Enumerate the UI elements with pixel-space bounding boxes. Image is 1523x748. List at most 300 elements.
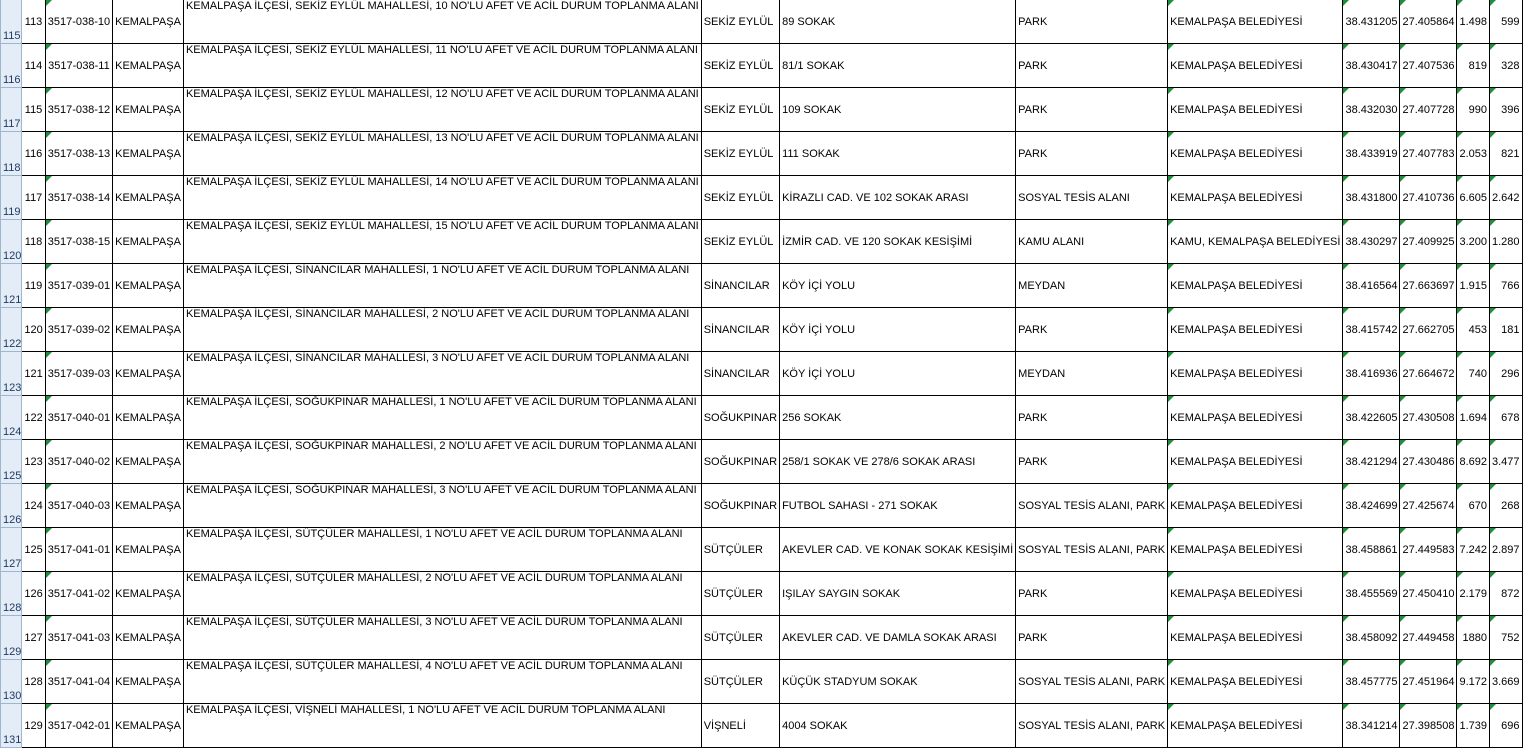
cell-owner[interactable]	[1168, 484, 1343, 528]
row-header[interactable]: 121	[1, 264, 22, 308]
cell-latitude[interactable]	[1343, 176, 1400, 220]
cell-area-m2[interactable]	[1457, 396, 1490, 440]
cell-longitude[interactable]	[1400, 352, 1457, 396]
cell-owner[interactable]	[1168, 396, 1343, 440]
error-indicator-icon	[46, 396, 52, 402]
error-indicator-icon	[1168, 352, 1174, 358]
cell-owner[interactable]	[1168, 0, 1343, 44]
cell-no[interactable]	[22, 704, 45, 748]
cell-area-m2-text: 1.498	[1459, 15, 1487, 28]
cell-code[interactable]	[45, 176, 112, 220]
table-row	[1, 132, 1523, 176]
cell-capacity-text: 678	[1501, 411, 1520, 424]
cell-no-text: 114	[24, 59, 43, 72]
cell-no-text: 117	[24, 191, 43, 204]
cell-longitude[interactable]	[1400, 528, 1457, 572]
cell-owner[interactable]	[1168, 616, 1343, 660]
cell-street[interactable]	[780, 660, 1016, 704]
cell-street[interactable]	[780, 220, 1016, 264]
cell-code[interactable]	[45, 220, 112, 264]
cell-longitude[interactable]	[1400, 572, 1457, 616]
error-indicator-icon	[46, 220, 52, 226]
cell-area-m2-text: 740	[1468, 367, 1487, 380]
cell-street[interactable]	[780, 396, 1016, 440]
cell-code[interactable]	[45, 528, 112, 572]
cell-capacity-text: 821	[1501, 147, 1520, 160]
cell-area-m2[interactable]	[1457, 660, 1490, 704]
cell-district[interactable]	[113, 264, 184, 308]
row-header[interactable]: 129	[1, 616, 22, 660]
cell-neighborhood[interactable]	[701, 440, 779, 484]
cell-latitude[interactable]	[1343, 484, 1400, 528]
row-header[interactable]: 120	[1, 220, 22, 264]
cell-longitude-text: 27.451964	[1402, 675, 1455, 688]
error-indicator-icon	[1168, 704, 1174, 710]
cell-street[interactable]	[780, 352, 1016, 396]
cell-area-type-text: SOSYAL TESİS ALANI, PARK	[1018, 719, 1166, 732]
cell-longitude[interactable]	[1400, 44, 1457, 88]
cell-description[interactable]	[183, 352, 701, 396]
cell-description[interactable]	[183, 44, 701, 88]
cell-no-text: 115	[24, 103, 43, 116]
cell-latitude-text: 38.424699	[1345, 499, 1398, 512]
cell-capacity-text: 2.897	[1492, 543, 1520, 556]
cell-latitude[interactable]	[1343, 264, 1400, 308]
cell-description[interactable]	[183, 132, 701, 176]
cell-area-type[interactable]	[1016, 176, 1168, 220]
row-header[interactable]: 115	[1, 0, 22, 44]
cell-area-m2[interactable]	[1457, 352, 1490, 396]
row-header[interactable]: 128	[1, 572, 22, 616]
cell-no[interactable]	[22, 528, 45, 572]
cell-latitude-text: 38.458861	[1345, 543, 1398, 556]
error-indicator-icon	[1168, 308, 1174, 314]
cell-latitude[interactable]	[1343, 352, 1400, 396]
cell-area-m2[interactable]	[1457, 264, 1490, 308]
cell-owner[interactable]	[1168, 572, 1343, 616]
cell-no[interactable]	[22, 220, 45, 264]
cell-capacity[interactable]	[1490, 660, 1523, 704]
error-indicator-icon	[1490, 528, 1496, 534]
row-header[interactable]: 122	[1, 308, 22, 352]
cell-neighborhood[interactable]	[701, 616, 779, 660]
cell-capacity[interactable]	[1490, 572, 1523, 616]
cell-neighborhood[interactable]	[701, 176, 779, 220]
cell-street[interactable]	[780, 308, 1016, 352]
cell-code[interactable]	[45, 704, 112, 748]
cell-district[interactable]	[113, 88, 184, 132]
cell-neighborhood[interactable]	[701, 88, 779, 132]
cell-street[interactable]	[780, 704, 1016, 748]
cell-code[interactable]	[45, 308, 112, 352]
cell-owner[interactable]	[1168, 88, 1343, 132]
cell-area-type[interactable]	[1016, 264, 1168, 308]
cell-capacity-text: 599	[1501, 15, 1520, 28]
cell-description[interactable]	[183, 440, 701, 484]
row-header[interactable]: 125	[1, 440, 22, 484]
cell-area-m2[interactable]	[1457, 0, 1490, 44]
cell-street[interactable]	[780, 484, 1016, 528]
cell-area-type[interactable]	[1016, 88, 1168, 132]
cell-capacity[interactable]	[1490, 88, 1523, 132]
cell-latitude[interactable]	[1343, 616, 1400, 660]
cell-area-type[interactable]	[1016, 308, 1168, 352]
cell-area-type[interactable]	[1016, 396, 1168, 440]
cell-code[interactable]	[45, 0, 112, 44]
cell-area-type[interactable]	[1016, 132, 1168, 176]
cell-street[interactable]	[780, 528, 1016, 572]
cell-area-type-text: PARK	[1018, 59, 1048, 72]
cell-owner-text: KEMALPAŞA BELEDİYESİ	[1170, 455, 1303, 468]
cell-street[interactable]	[780, 572, 1016, 616]
cell-owner-text: KEMALPAŞA BELEDİYESİ	[1170, 191, 1303, 204]
cell-latitude-text: 38.416564	[1345, 279, 1398, 292]
cell-description[interactable]	[183, 220, 701, 264]
cell-longitude[interactable]	[1400, 132, 1457, 176]
cell-district[interactable]	[113, 572, 184, 616]
cell-longitude[interactable]	[1400, 220, 1457, 264]
cell-district-text: KEMALPAŞA	[115, 59, 181, 72]
cell-longitude[interactable]	[1400, 176, 1457, 220]
cell-longitude-text: 27.407783	[1402, 147, 1455, 160]
error-indicator-icon	[1343, 440, 1349, 446]
row-header[interactable]: 117	[1, 88, 22, 132]
cell-owner[interactable]	[1168, 352, 1343, 396]
cell-no-text: 119	[24, 279, 43, 292]
cell-longitude[interactable]	[1400, 308, 1457, 352]
cell-longitude[interactable]	[1400, 396, 1457, 440]
cell-longitude[interactable]	[1400, 616, 1457, 660]
cell-description[interactable]	[183, 660, 701, 704]
cell-area-m2[interactable]	[1457, 572, 1490, 616]
cell-description[interactable]	[183, 484, 701, 528]
cell-no[interactable]	[22, 176, 45, 220]
row-header[interactable]: 126	[1, 484, 22, 528]
row-header[interactable]: 131	[1, 704, 22, 748]
cell-description[interactable]	[183, 264, 701, 308]
cell-area-m2[interactable]	[1457, 704, 1490, 748]
cell-district[interactable]	[113, 660, 184, 704]
cell-area-m2[interactable]	[1457, 308, 1490, 352]
cell-description[interactable]	[183, 528, 701, 572]
cell-longitude-text: 27.430486	[1402, 455, 1455, 468]
cell-latitude-text: 38.455569	[1345, 587, 1398, 600]
cell-district[interactable]	[113, 308, 184, 352]
error-indicator-icon	[1168, 88, 1174, 94]
cell-district[interactable]	[113, 616, 184, 660]
cell-neighborhood[interactable]	[701, 44, 779, 88]
cell-owner[interactable]	[1168, 308, 1343, 352]
cell-area-m2-text: 670	[1468, 499, 1487, 512]
cell-no[interactable]	[22, 660, 45, 704]
cell-area-m2[interactable]	[1457, 44, 1490, 88]
cell-street[interactable]	[780, 44, 1016, 88]
cell-description[interactable]	[183, 704, 701, 748]
error-indicator-icon	[1490, 572, 1496, 578]
cell-owner-text: KEMALPAŞA BELEDİYESİ	[1170, 631, 1303, 644]
cell-capacity[interactable]	[1490, 440, 1523, 484]
cell-latitude[interactable]	[1343, 44, 1400, 88]
cell-district[interactable]	[113, 132, 184, 176]
cell-capacity[interactable]	[1490, 396, 1523, 440]
cell-capacity[interactable]	[1490, 704, 1523, 748]
cell-owner[interactable]	[1168, 660, 1343, 704]
cell-district[interactable]	[113, 704, 184, 748]
cell-neighborhood[interactable]	[701, 704, 779, 748]
cell-owner[interactable]	[1168, 176, 1343, 220]
cell-no[interactable]	[22, 352, 45, 396]
cell-district[interactable]	[113, 352, 184, 396]
cell-street-text: AKEVLER CAD. VE DAMLA SOKAK ARASI	[782, 631, 997, 644]
cell-latitude[interactable]	[1343, 88, 1400, 132]
cell-district-text: KEMALPAŞA	[115, 235, 181, 248]
cell-street[interactable]	[780, 616, 1016, 660]
error-indicator-icon	[1457, 528, 1463, 534]
cell-code[interactable]	[45, 440, 112, 484]
cell-longitude[interactable]	[1400, 660, 1457, 704]
error-indicator-icon	[1457, 88, 1463, 94]
cell-owner[interactable]	[1168, 220, 1343, 264]
cell-owner[interactable]	[1168, 132, 1343, 176]
cell-area-m2-text: 2.179	[1459, 587, 1487, 600]
cell-street[interactable]	[780, 88, 1016, 132]
cell-area-type[interactable]	[1016, 572, 1168, 616]
cell-neighborhood[interactable]	[701, 220, 779, 264]
cell-neighborhood-text: SEKİZ EYLÜL	[703, 235, 774, 248]
error-indicator-icon	[1457, 308, 1463, 314]
cell-description-text: KEMALPAŞA İLÇESİ, VİŞNELİ MAHALLESİ, 1 NO'LU AFET VE ACİL DURUM TOPLANMA ALANI	[185, 704, 666, 716]
cell-street[interactable]	[780, 440, 1016, 484]
cell-capacity[interactable]	[1490, 484, 1523, 528]
cell-no[interactable]	[22, 264, 45, 308]
cell-area-type[interactable]	[1016, 616, 1168, 660]
cell-code[interactable]	[45, 88, 112, 132]
cell-longitude[interactable]	[1400, 440, 1457, 484]
cell-capacity[interactable]	[1490, 264, 1523, 308]
cell-district[interactable]	[113, 396, 184, 440]
cell-code[interactable]	[45, 352, 112, 396]
cell-neighborhood-text: SÜTÇÜLER	[703, 543, 764, 556]
cell-capacity[interactable]	[1490, 308, 1523, 352]
cell-code-text: 3517-040-02	[47, 455, 111, 468]
error-indicator-icon	[46, 528, 52, 534]
cell-latitude[interactable]	[1343, 660, 1400, 704]
cell-area-type[interactable]	[1016, 660, 1168, 704]
cell-code[interactable]	[45, 396, 112, 440]
cell-street[interactable]	[780, 176, 1016, 220]
cell-owner[interactable]	[1168, 704, 1343, 748]
cell-district[interactable]	[113, 440, 184, 484]
cell-neighborhood-text: SEKİZ EYLÜL	[703, 147, 774, 160]
cell-area-m2[interactable]	[1457, 88, 1490, 132]
cell-area-type[interactable]	[1016, 440, 1168, 484]
cell-street[interactable]	[780, 132, 1016, 176]
cell-no[interactable]	[22, 484, 45, 528]
cell-district[interactable]	[113, 44, 184, 88]
cell-area-type[interactable]	[1016, 528, 1168, 572]
cell-area-m2[interactable]	[1457, 220, 1490, 264]
cell-area-m2[interactable]	[1457, 616, 1490, 660]
cell-area-type[interactable]	[1016, 704, 1168, 748]
row-header[interactable]: 127	[1, 528, 22, 572]
cell-district[interactable]	[113, 528, 184, 572]
cell-neighborhood[interactable]	[701, 484, 779, 528]
cell-description[interactable]	[183, 308, 701, 352]
cell-street[interactable]	[780, 0, 1016, 44]
row-header[interactable]: 118	[1, 132, 22, 176]
cell-area-type[interactable]	[1016, 484, 1168, 528]
cell-street[interactable]	[780, 264, 1016, 308]
cell-district[interactable]	[113, 176, 184, 220]
cell-description[interactable]	[183, 572, 701, 616]
cell-capacity[interactable]	[1490, 616, 1523, 660]
cell-no-text: 126	[24, 587, 43, 600]
cell-neighborhood[interactable]	[701, 572, 779, 616]
error-indicator-icon	[1343, 264, 1349, 270]
cell-code[interactable]	[45, 132, 112, 176]
cell-latitude-text: 38.430417	[1345, 59, 1398, 72]
cell-no[interactable]	[22, 44, 45, 88]
cell-street-text: KÖY İÇİ YOLU	[782, 367, 856, 380]
cell-capacity[interactable]	[1490, 220, 1523, 264]
row-header[interactable]: 130	[1, 660, 22, 704]
cell-capacity[interactable]	[1490, 44, 1523, 88]
cell-no[interactable]	[22, 132, 45, 176]
cell-owner-text: KEMALPAŞA BELEDİYESİ	[1170, 499, 1303, 512]
cell-no[interactable]	[22, 88, 45, 132]
cell-neighborhood[interactable]	[701, 352, 779, 396]
error-indicator-icon	[1457, 660, 1463, 666]
cell-no-text: 120	[24, 323, 43, 336]
cell-neighborhood[interactable]	[701, 264, 779, 308]
cell-area-m2-text: 8.692	[1459, 455, 1487, 468]
cell-no[interactable]	[22, 440, 45, 484]
cell-latitude[interactable]	[1343, 440, 1400, 484]
cell-code-text: 3517-038-10	[47, 15, 111, 28]
cell-owner-text: KEMALPAŞA BELEDİYESİ	[1170, 719, 1303, 732]
cell-district[interactable]	[113, 0, 184, 44]
cell-area-m2[interactable]	[1457, 440, 1490, 484]
cell-owner[interactable]	[1168, 264, 1343, 308]
cell-area-m2[interactable]	[1457, 132, 1490, 176]
error-indicator-icon	[1490, 88, 1496, 94]
cell-neighborhood-text: SEKİZ EYLÜL	[703, 59, 774, 72]
cell-neighborhood[interactable]	[701, 660, 779, 704]
error-indicator-icon	[46, 264, 52, 270]
cell-neighborhood[interactable]	[701, 396, 779, 440]
cell-capacity[interactable]	[1490, 132, 1523, 176]
cell-latitude[interactable]	[1343, 396, 1400, 440]
cell-code[interactable]	[45, 44, 112, 88]
cell-code-text: 3517-038-13	[47, 147, 111, 160]
cell-street-text: KÜÇÜK STADYUM SOKAK	[782, 675, 918, 688]
cell-capacity[interactable]	[1490, 352, 1523, 396]
cell-district-text: KEMALPAŞA	[115, 675, 181, 688]
cell-no[interactable]	[22, 396, 45, 440]
error-indicator-icon	[1168, 572, 1174, 578]
cell-code[interactable]	[45, 264, 112, 308]
error-indicator-icon	[46, 572, 52, 578]
cell-latitude[interactable]	[1343, 220, 1400, 264]
cell-capacity[interactable]	[1490, 0, 1523, 44]
cell-description-text: KEMALPAŞA İLÇESİ, SEKİZ EYLÜL MAHALLESİ, 11 NO'LU AFET VE ACİL DURUM TOPLANMA ALANI	[185, 44, 698, 56]
cell-no-text: 116	[24, 147, 43, 160]
cell-capacity-text: 268	[1501, 499, 1520, 512]
cell-owner[interactable]	[1168, 440, 1343, 484]
cell-latitude[interactable]	[1343, 308, 1400, 352]
row-header[interactable]: 119	[1, 176, 22, 220]
table-row	[1, 440, 1523, 484]
cell-longitude[interactable]	[1400, 484, 1457, 528]
cell-district[interactable]	[113, 220, 184, 264]
cell-code[interactable]	[45, 660, 112, 704]
cell-description[interactable]	[183, 0, 701, 44]
cell-neighborhood-text: SÜTÇÜLER	[703, 631, 764, 644]
cell-description[interactable]	[183, 176, 701, 220]
cell-district[interactable]	[113, 484, 184, 528]
cell-area-m2[interactable]	[1457, 484, 1490, 528]
cell-description[interactable]	[183, 616, 701, 660]
cell-area-m2[interactable]	[1457, 528, 1490, 572]
cell-no[interactable]	[22, 572, 45, 616]
cell-area-m2[interactable]	[1457, 176, 1490, 220]
cell-code[interactable]	[45, 572, 112, 616]
error-indicator-icon	[1457, 220, 1463, 226]
table-row	[1, 308, 1523, 352]
cell-area-type[interactable]	[1016, 0, 1168, 44]
cell-neighborhood[interactable]	[701, 528, 779, 572]
cell-latitude-text: 38.415742	[1345, 323, 1398, 336]
cell-description-text: KEMALPAŞA İLÇESİ, SEKİZ EYLÜL MAHALLESİ, 15 NO'LU AFET VE ACİL DURUM TOPLANMA ALANI	[185, 220, 699, 232]
cell-latitude[interactable]	[1343, 528, 1400, 572]
cell-area-type[interactable]	[1016, 220, 1168, 264]
row-header[interactable]: 124	[1, 396, 22, 440]
cell-area-type[interactable]	[1016, 352, 1168, 396]
cell-description-text: KEMALPAŞA İLÇESİ, SİNANCILAR MAHALLESİ, 3 NO'LU AFET VE ACİL DURUM TOPLANMA ALANI	[185, 352, 690, 364]
row-header[interactable]: 123	[1, 352, 22, 396]
cell-latitude[interactable]	[1343, 572, 1400, 616]
cell-description-text: KEMALPAŞA İLÇESİ, SOĞUKPINAR MAHALLESİ, 2 NO'LU AFET VE ACİL DURUM TOPLANMA ALANI	[185, 440, 697, 452]
row-header[interactable]: 116	[1, 44, 22, 88]
cell-no[interactable]	[22, 616, 45, 660]
cell-area-type-text: SOSYAL TESİS ALANI, PARK	[1018, 675, 1166, 688]
cell-no[interactable]	[22, 0, 45, 44]
cell-neighborhood[interactable]	[701, 132, 779, 176]
cell-latitude[interactable]	[1343, 704, 1400, 748]
cell-owner[interactable]	[1168, 528, 1343, 572]
cell-longitude[interactable]	[1400, 88, 1457, 132]
cell-capacity[interactable]	[1490, 528, 1523, 572]
cell-capacity-text: 328	[1501, 59, 1520, 72]
cell-neighborhood[interactable]	[701, 0, 779, 44]
cell-longitude[interactable]	[1400, 704, 1457, 748]
cell-capacity[interactable]	[1490, 176, 1523, 220]
cell-latitude-text: 38.422605	[1345, 411, 1398, 424]
cell-area-type[interactable]	[1016, 44, 1168, 88]
cell-district-text: KEMALPAŞA	[115, 499, 181, 512]
cell-neighborhood[interactable]	[701, 308, 779, 352]
cell-latitude[interactable]	[1343, 0, 1400, 44]
cell-longitude[interactable]	[1400, 0, 1457, 44]
cell-owner[interactable]	[1168, 44, 1343, 88]
cell-latitude[interactable]	[1343, 132, 1400, 176]
cell-code[interactable]	[45, 616, 112, 660]
cell-longitude[interactable]	[1400, 264, 1457, 308]
cell-code[interactable]	[45, 484, 112, 528]
cell-description[interactable]	[183, 88, 701, 132]
cell-no[interactable]	[22, 308, 45, 352]
cell-description[interactable]	[183, 396, 701, 440]
